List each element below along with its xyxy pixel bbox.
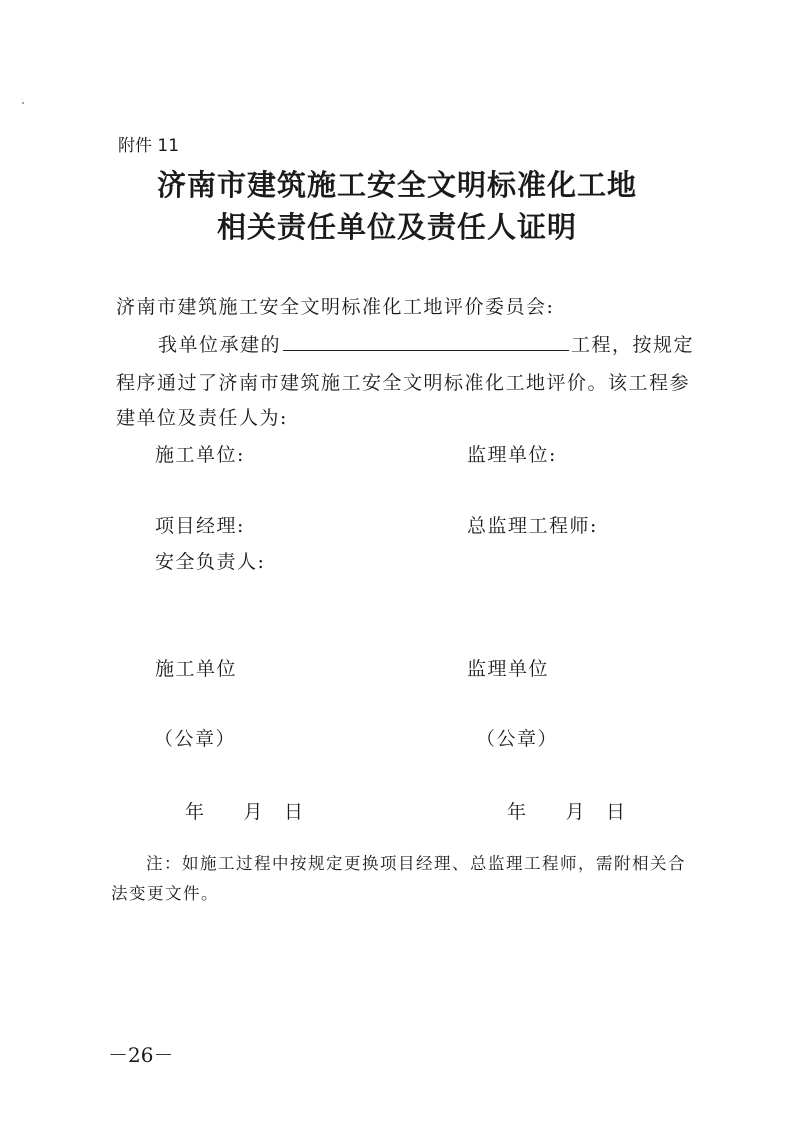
addressee: 济南市建筑施工安全文明标准化工地评价委员会: [116,296,555,318]
safety-officer-field: 安全负责人: [155,551,266,573]
supervision-unit-field: 监理单位: [467,444,557,466]
date-right [507,797,627,824]
supervision-unit-signature: 监理单位 [467,658,550,680]
project-manager-field: 项目经理: [155,515,245,537]
seal-left: （公章） [154,728,237,750]
page-number: －26－ [108,1043,174,1067]
line1-prefix: 我单位承建的 [158,334,282,356]
construction-unit-field: 施工单位: [155,444,245,466]
attachment-label: 附件 11 [118,136,180,156]
date-left-day: 日 [284,801,305,823]
paragraph-line2: 程序通过了济南市建筑施工安全文明标准化工地评价。该工程参 [116,372,691,394]
chief-supervisor-field: 总监理工程师: [467,515,598,537]
paragraph-line3: 建单位及责任人为: [116,407,288,429]
date-right-day: 日 [606,801,627,823]
paragraph-line1 [158,330,694,357]
note-line1: 注：如施工过程中按规定更换项目经理、总监理工程师，需附相关合 [146,854,686,873]
page-title-line1: 济南市建筑施工安全文明标准化工地 [156,168,637,202]
construction-unit-signature: 施工单位 [155,658,238,680]
date-left [185,797,305,824]
date-right-month: 月 [565,801,587,823]
note-line2: 法变更文件。 [111,884,219,903]
scan-speck [22,102,24,104]
date-left-year: 年 [185,801,206,823]
page-title-line2: 相关责任单位及责任人证明 [216,210,577,244]
date-right-year: 年 [507,801,528,823]
project-name-blank [283,332,569,351]
line1-suffix: 工程，按规定 [571,334,695,356]
seal-right: （公章） [476,728,559,750]
date-left-month: 月 [243,801,265,823]
